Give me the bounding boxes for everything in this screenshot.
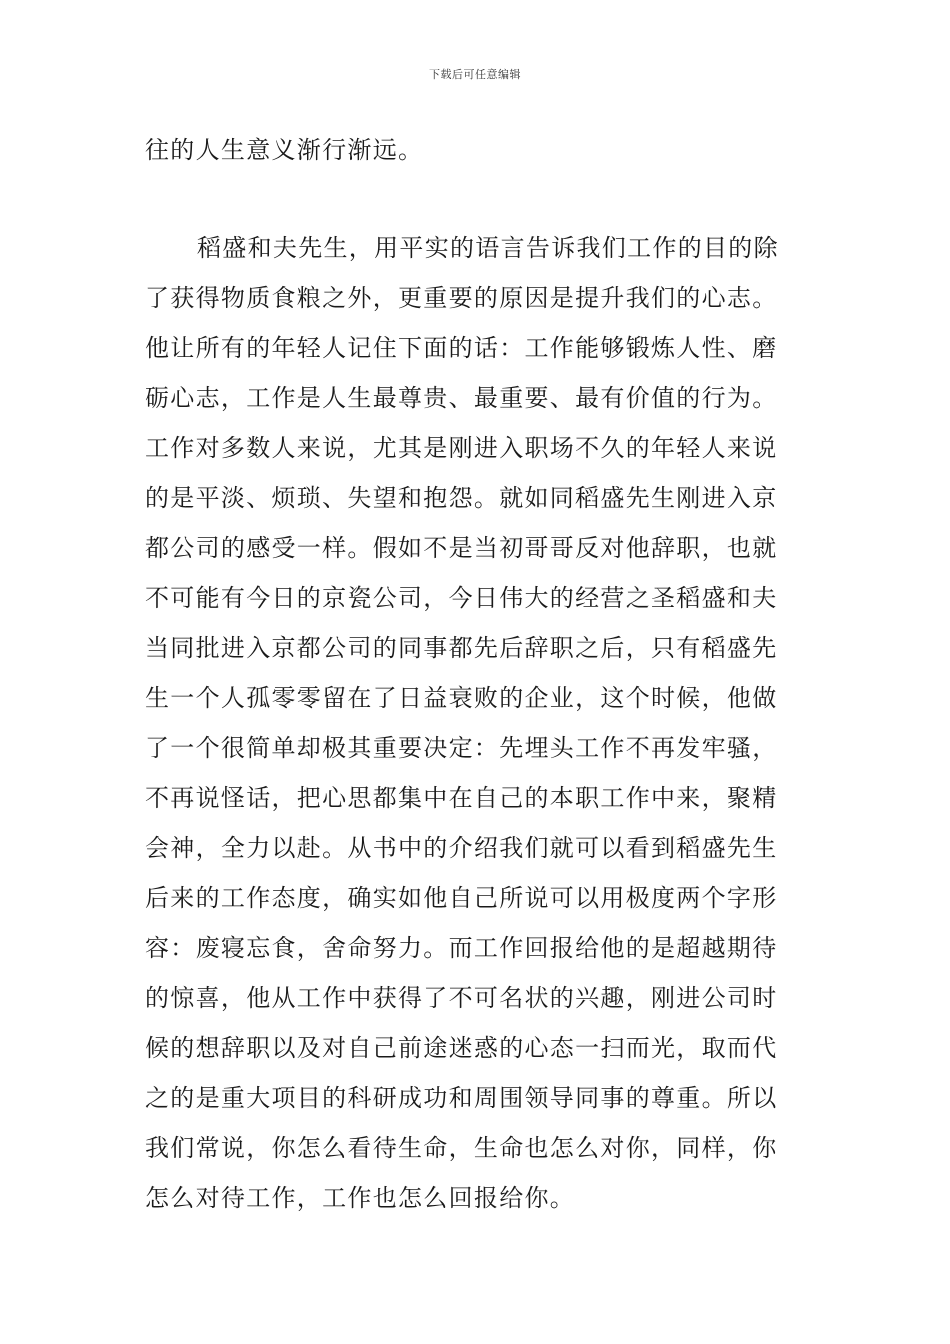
text-line: 的是平淡、烦琐、失望和抱怨。就如同稻盛先生刚进入京 xyxy=(145,484,778,512)
text-line: 他让所有的年轻人记住下面的话：工作能够锻炼人性、磨 xyxy=(145,334,778,362)
text-line: 往的人生意义渐行渐远。 xyxy=(145,136,424,164)
text-line: 当同批进入京都公司的同事都先后辞职之后，只有稻盛先 xyxy=(145,634,778,662)
text-line: 会神，全力以赴。从书中的介绍我们就可以看到稻盛先生 xyxy=(145,834,778,862)
text-line: 的惊喜，他从工作中获得了不可名状的兴趣，刚进公司时 xyxy=(145,984,778,1012)
text-line: 不再说怪话，把心思都集中在自己的本职工作中来，聚精 xyxy=(145,784,778,812)
text-line: 了一个很简单却极其重要决定：先埋头工作不再发牢骚， xyxy=(145,734,778,762)
text-line: 容：废寝忘食，舍命努力。而工作回报给他的是超越期待 xyxy=(145,934,778,962)
text-line: 我们常说，你怎么看待生命，生命也怎么对你，同样，你 xyxy=(145,1134,778,1162)
text-line: 生一个人孤零零留在了日益衰败的企业，这个时候，他做 xyxy=(145,684,778,712)
page-header: 下载后可任意编辑 xyxy=(429,68,521,81)
text-line: 之的是重大项目的科研成功和周围领导同事的尊重。所以 xyxy=(145,1084,778,1112)
text-line: 怎么对待工作，工作也怎么回报给你。 xyxy=(145,1184,576,1212)
text-line: 候的想辞职以及对自己前途迷惑的心态一扫而光，取而代 xyxy=(145,1034,778,1062)
text-line: 了获得物质食粮之外，更重要的原因是提升我们的心志。 xyxy=(145,284,778,312)
text-line: 后来的工作态度，确实如他自己所说可以用极度两个字形 xyxy=(145,884,778,912)
text-line: 不可能有今日的京瓷公司，今日伟大的经营之圣稻盛和夫 xyxy=(145,584,778,612)
text-line: 都公司的感受一样。假如不是当初哥哥反对他辞职，也就 xyxy=(145,534,778,562)
paragraph-first-line: 稻盛和夫先生，用平实的语言告诉我们工作的目的除 xyxy=(197,234,779,262)
text-line: 砺心志，工作是人生最尊贵、最重要、最有价值的行为。 xyxy=(145,384,778,412)
text-line: 工作对多数人来说，尤其是刚进入职场不久的年轻人来说 xyxy=(145,434,778,462)
